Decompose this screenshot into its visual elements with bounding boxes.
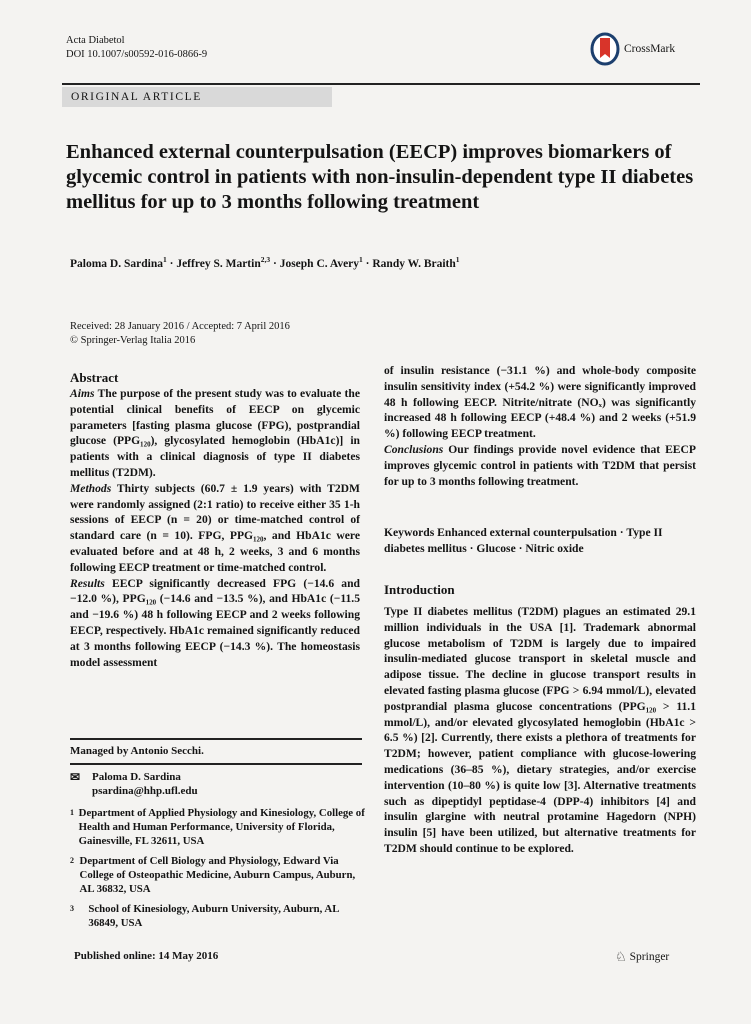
doi[interactable]: DOI 10.1007/s00592-016-0866-9 (66, 49, 208, 60)
copyright: © Springer-Verlag Italia 2016 (70, 335, 196, 346)
journal-name: Acta Diabetol (66, 35, 125, 46)
abstract-conclusions: Conclusions Our findings provide novel evidence that EECP improves glycemic control in patients with T2DM that persist for up to 3 months following treatment. (384, 442, 696, 488)
abstract-results: Results EECP significantly decreased FPG (−14.6 and −12.0 %), PPG₁₂₀ (−14.6 and −13.5 %), and HbA1c (−11.5 and −19.6 %) 48 h following EECP and 2 weeks following EECP, respectively. HbA1c remained significantly reduced at 3 months following EECP (−14.3 %). The homeostasis model assessment (70, 576, 360, 669)
springer-horse-icon: ♘ (615, 949, 627, 964)
affiliation-number: 1 (70, 808, 74, 817)
abstract-right-column (384, 363, 696, 489)
journal-info (66, 34, 207, 62)
affiliation-item (70, 854, 370, 896)
affiliation-text: Department of Applied Physiology and Kinesiology, College of Health and Human Performance, University of Florida, Gainesville, FL 32611, USA (78, 807, 365, 847)
keywords-text: Enhanced external counterpulsation · Type II diabetes mellitus · Glucose · Nitric oxide (384, 526, 663, 555)
author[interactable]: Jeffrey S. Martin$^{2,3}$ (176, 255, 271, 270)
received-accepted: Received: 28 January 2016 / Accepted: 7 April 2016 (70, 321, 290, 332)
abstract-left-column (70, 386, 360, 670)
abstract-heading: Abstract (70, 370, 119, 385)
keywords (384, 525, 696, 557)
corresponding-name: Paloma D. Sardina (92, 771, 181, 783)
corresponding-email[interactable]: psardina@hhp.ufl.edu (92, 785, 198, 797)
published-date: Published online: 14 May 2016 (74, 950, 219, 962)
corresponding-author (70, 770, 198, 798)
abstract-aims: Aims The purpose of the present study was to evaluate the potential clinical benefits of EECP on glycemic parameters [fasting plasma glucose (FPG), postprandial glucose (PPG₁₂₀), glycosylated hemoglobin (HbA1c)] in patients with a clinical diagnosis of type II diabetes mellitus (T2DM). (70, 387, 360, 479)
affiliation-item (70, 902, 370, 930)
introduction-body (384, 604, 696, 857)
author[interactable]: Randy W. Braith$^1$ (372, 255, 460, 270)
author[interactable]: Paloma D. Sardina$^1$ (70, 255, 167, 270)
managed-by: Managed by Antonio Secchi. (70, 745, 204, 757)
affiliation-item (70, 806, 370, 848)
affiliation-number: 3 (70, 904, 74, 913)
envelope-icon: ✉ (70, 770, 81, 784)
author[interactable]: Joseph C. Avery$^1$ (279, 255, 363, 270)
affiliation-number: 2 (70, 856, 74, 865)
abstract-results-cont: of insulin resistance (−31.1 %) and whole-body composite insulin sensitivity index (+54.2 %) were significantly improved 48 h following EECP. Nitrite/nitrate (NOₓ) was significantly increased 48 h following EECP (+48.4 %) and 2 weeks (+51.9 %) following EECP treatment. (384, 364, 696, 441)
publisher-name: Springer (629, 951, 670, 963)
footnote-rule (70, 738, 362, 740)
header-rule (62, 83, 700, 85)
article-title: Enhanced external counterpulsation (EECP) improves biomarkers of glycemic control in patients with non-insulin-dependent type II diabetes mellitus for up to 3 months following treatment (66, 141, 694, 213)
abstract-methods: Methods Thirty subjects (60.7 ± 1.9 years) with T2DM were randomly assigned (2:1 ratio) to receive either 35 1-h sessions of EECP (n = 20) or time-matched control of standard care (n = 10). FPG, PPG₁₂₀, and HbA1c were evaluated before and at 48 h, 2 weeks, 3 and 6 months following EECP treatment or time-matched control. (70, 481, 360, 574)
affiliation-text: School of Kinesiology, Auburn University, Auburn, AL 36849, USA (88, 903, 339, 929)
author-list (70, 255, 460, 270)
crossmark-badge[interactable] (590, 32, 675, 66)
crossmark-icon (590, 32, 620, 66)
author-separator: · (272, 257, 277, 270)
keywords-label: Keywords (384, 526, 435, 539)
publisher-logo (615, 949, 669, 965)
introduction-heading: Introduction (384, 582, 455, 597)
footnote-rule (70, 763, 362, 765)
crossmark-label: CrossMark (624, 43, 676, 55)
author-separator: · (169, 257, 174, 270)
affiliations (70, 806, 370, 936)
introduction-paragraph: Type II diabetes mellitus (T2DM) plagues an estimated 29.1 million individuals in the USA [1]. Trademark abnormal glucose metabolism of T2DM is largely due to impaired insulin-mediated glucose transport in skeletal muscle and adipose tissue. The decline in glucose transport results in elevated fasting plasma glucose (FPG > 6.94 mmol/L), elevated postprandial plasma glucose concentrations (PPG₁₂₀ > 11.1 mmol/L), and/or elevated glycosylated hemoglobin (HbA1c > 6.5 %) [2]. Currently, there exists a plethora of treatments for T2DM; however, patient compliance with glucose-lowering medications (36–85 %), dietary strategies, and/or exercise intervention (10–80 %) is quite low [3]. Alternative treatments such as dipeptidyl peptidase-4 (DPP-4) inhibitors [4] and insulin glargine with neutral protamine Hagedorn (NPH) insulin [5] have been utilized, but alternative treatments for T2DM should continue to be explored. (384, 605, 696, 855)
article-dates (70, 320, 290, 348)
author-separator: · (365, 257, 370, 270)
article-type-banner: ORIGINAL ARTICLE (62, 87, 332, 107)
affiliation-text: Department of Cell Biology and Physiology, Edward Via College of Osteopathic Medicine, Auburn Campus, Auburn, AL 36832, USA (79, 855, 356, 895)
